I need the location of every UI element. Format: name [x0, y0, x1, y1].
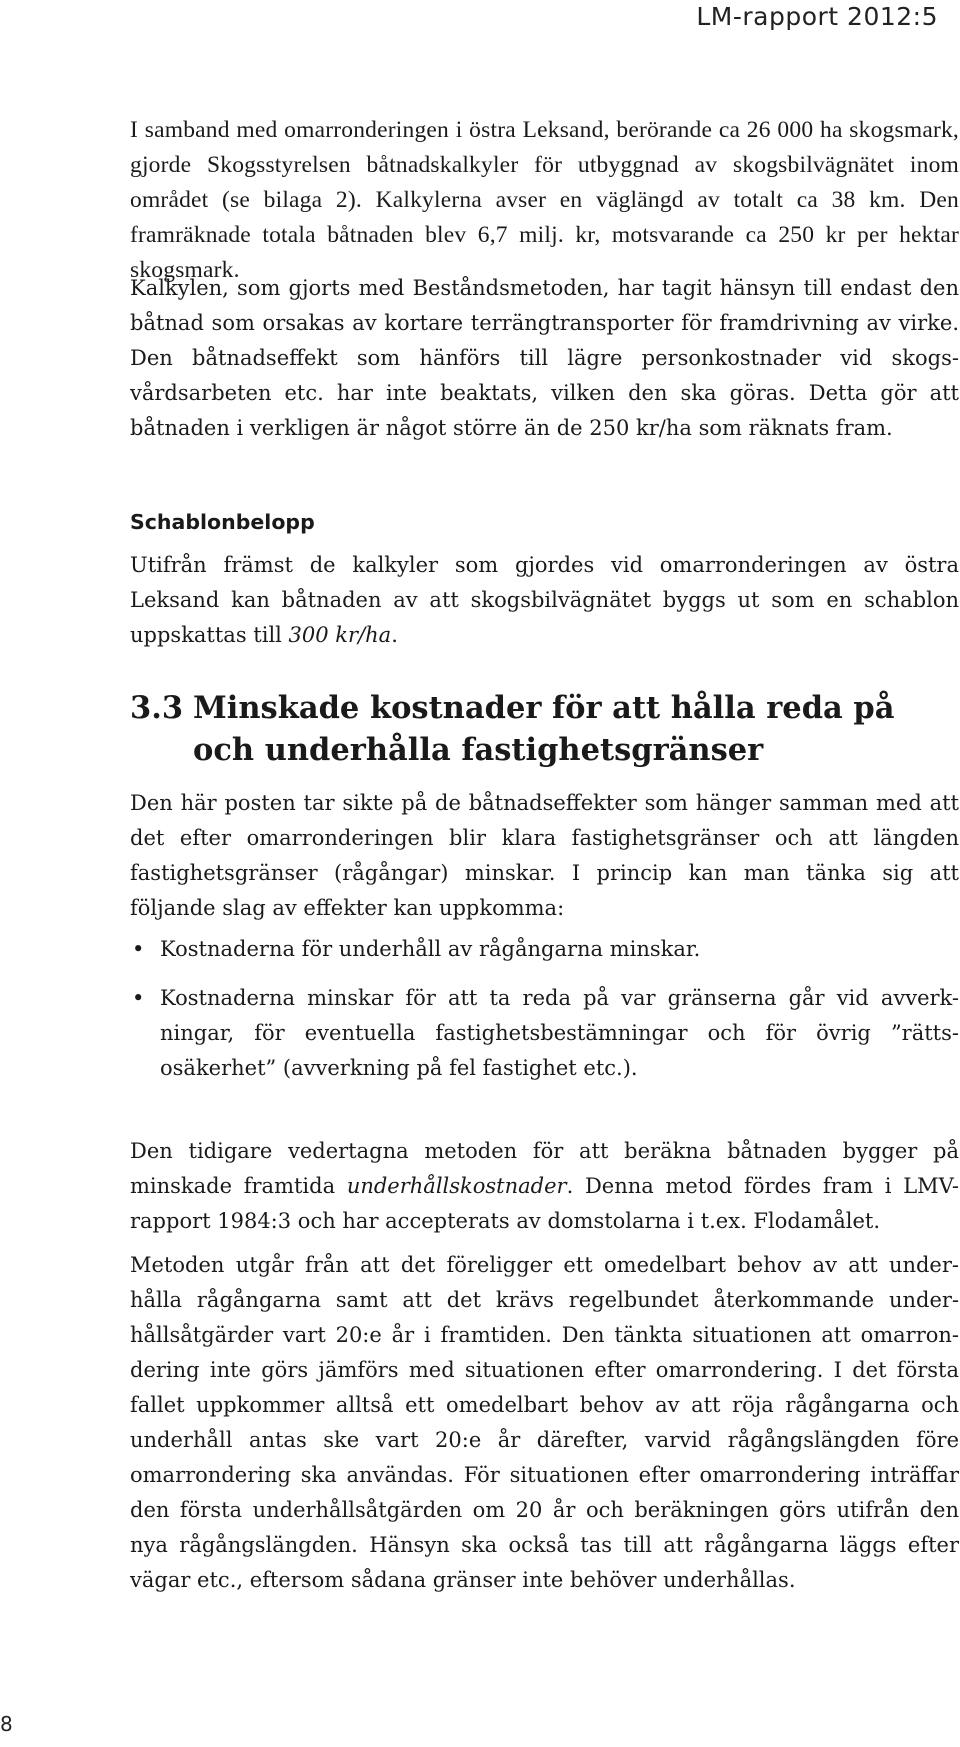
- report-header: LM-rapport 2012:5: [696, 2, 938, 31]
- paragraph-schablon-text: Utifrån främst de kalkyler som gjordes vid omarronderingen av östra Leksand kan båtnaden av att skogsbilvägnätet byggs ut som en schablon uppskattas till: [130, 553, 959, 647]
- paragraph-method-description: Metoden utgår från att det föreligger ett omedelbart behov av att under-hålla rågångarna samt att det krävs regelbundet återkommande under-hållsåtgärder vart 20:e år i framtiden. Den tänkta situationen att omarron-dering inte görs jämförs med situationen efter omarrondering. I det första fallet uppkommer alltså ett omedelbart behov av att röja rågångarna och underhåll antas ske vart 20:e år därefter, varvid rågångslängden före omarrondering ska användas. För situationen efter omarrondering inträffar den första underhållsåtgärden om 20 år och beräkningen görs utifrån den nya rågångslängden. Hänsyn ska också tas till att rågångarna läggs efter vägar etc., eftersom sådana gränser inte behöver underhållas.: [130, 1253, 959, 1592]
- section-title: Minskade kostnader för att hålla reda på och underhålla fastighetsgränser: [193, 690, 895, 768]
- schablon-value: 300 kr/ha: [288, 623, 392, 647]
- paragraph-method: [130, 1134, 959, 1239]
- page-number: 8: [0, 1712, 13, 1736]
- paragraph-method-end: . Denna metod fördes fram i LMV-rapport 1984:3 och har accepterats av domstolarna i t.ex. Flodamålet.: [130, 1174, 959, 1233]
- section-number: 3.3: [130, 690, 184, 726]
- paragraph-leksand-calculation: I samband med omarronderingen i östra Leksand, berörande ca 26 000 ha skogsmark, gjorde Skogsstyrelsen båtnadskalkyler för utbyggnad av skogsbilvägnätet inom området (se bilaga 2). Kalkylerna avser en väglängd av totalt ca 38 km. Den framräknade totala båtnaden blev 6,7 milj. kr, motsvarande ca 250 kr per hektar skogsmark.: [130, 117, 959, 283]
- paragraph-schablon-end: .: [391, 623, 398, 647]
- bullet-icon: •: [132, 937, 145, 961]
- bullet-icon: •: [132, 986, 145, 1010]
- paragraph-section-intro: Den här posten tar sikte på de båtnadseffekter som hänger samman med att det efter omarronderingen blir klara fastighetsgränser och att längden fastighetsgränser (rågångar) minskar. I princip kan man tänka sig att följande slag av effekter kan uppkomma:: [130, 791, 959, 920]
- list-item: [130, 981, 959, 1086]
- list-item-text: Kostnaderna minskar för att ta reda på var gränserna går vid avverk-ningar, för eventuella fastighetsbestämningar och för övrig ”rätts-osäkerhet” (avverkning på fel fastighet etc.).: [160, 986, 959, 1080]
- list-item-text: Kostnaderna för underhåll av rågångarna minskar.: [160, 937, 701, 961]
- paragraph-bestandsmetoden: Kalkylen, som gjorts med Beståndsmetoden, har tagit hänsyn till endast den båtnad som orsakas av kortare terrängtransporter för framdrivning av virke. Den båtnadseffekt som hänförs till lägre personkostnader vid skogs-vårdsarbeten etc. har inte beaktats, vilken den ska göras. Detta gör att båtnaden i verkligen är något större än de 250 kr/ha som räknats fram.: [130, 276, 959, 440]
- method-term: underhållskostnader: [346, 1174, 567, 1198]
- effects-list: [130, 932, 959, 1086]
- paragraph-schablon: [130, 548, 959, 653]
- list-item: [130, 932, 959, 967]
- subheading-schablonbelopp: Schablonbelopp: [130, 510, 315, 534]
- paragraph-method-text: Den tidigare vedertagna metoden för att beräkna båtnaden bygger på minskade framtida: [130, 1139, 959, 1198]
